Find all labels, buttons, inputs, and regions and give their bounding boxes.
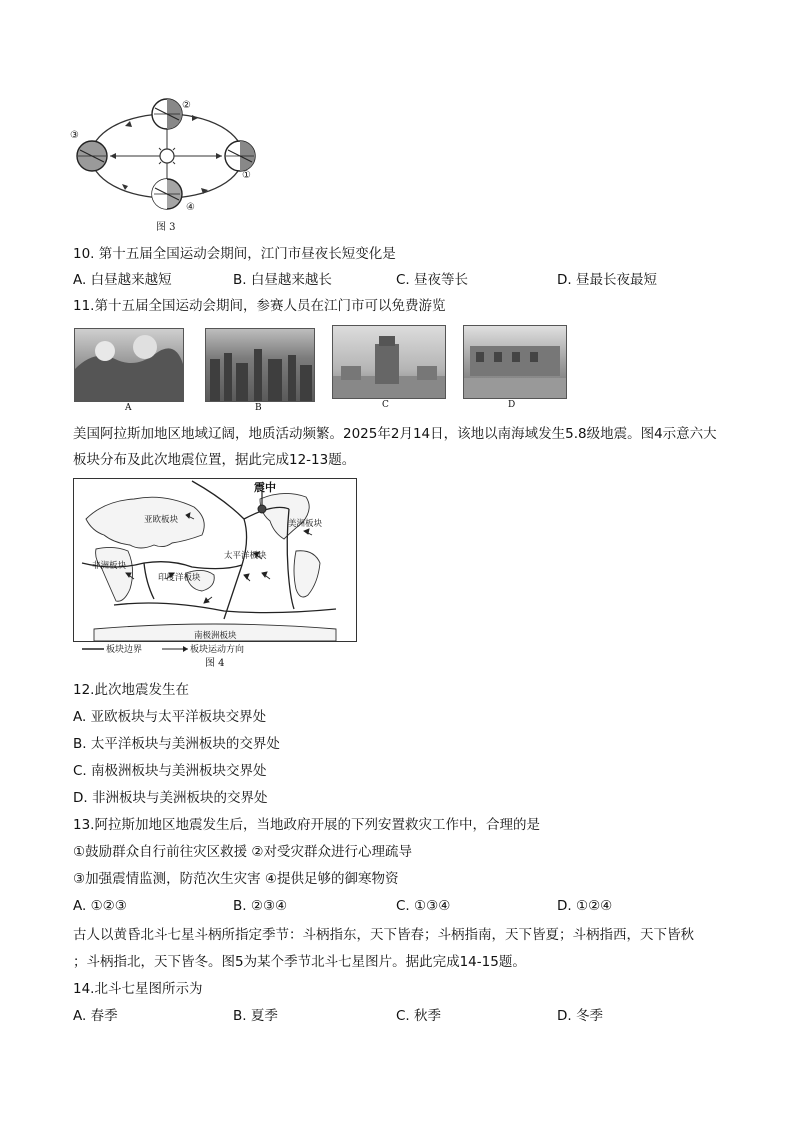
photo-label-b: B (255, 403, 262, 413)
q12-option-b[interactable]: B. 太平洋板块与美洲板块的交界处 (73, 736, 280, 752)
orbit-diagram (70, 92, 270, 222)
epicenter-label: 震中 (254, 481, 276, 494)
figure-4-legend (82, 642, 342, 656)
figure-3 (70, 92, 270, 222)
photo-b[interactable] (205, 328, 315, 402)
intro-12-13-line-1: 美国阿拉斯加地区地域辽阔，地质活动频繁。2025年2月14日，该地以南海域发生5.8级地震。图4示意六大 (73, 426, 717, 442)
legend-motion-label: 板块运动方向 (190, 645, 245, 655)
q14-option-c[interactable]: C. 秋季 (396, 1008, 442, 1024)
q13-option-b[interactable]: B. ②③④ (233, 898, 288, 914)
plate-label-indian: 印度洋板块 (158, 573, 201, 583)
position-label-3: ③ (70, 130, 79, 141)
q14-option-d[interactable]: D. 冬季 (557, 1008, 603, 1024)
question-10-stem: 10. 第十五届全国运动会期间，江门市昼夜长短变化是 (73, 246, 396, 262)
photo-d[interactable] (463, 325, 567, 399)
photo-label-a: A (125, 403, 132, 413)
question-12-stem: 12.此次地震发生在 (73, 682, 189, 698)
q13-option-c[interactable]: C. ①③④ (396, 898, 451, 914)
q12-option-d[interactable]: D. 非洲板块与美洲板块的交界处 (73, 790, 268, 806)
intro-12-13-line-2: 板块分布及此次地震位置，据此完成12-13题。 (73, 452, 356, 468)
q13-option-d[interactable]: D. ①②④ (557, 898, 613, 914)
position-label-4: ④ (186, 202, 195, 213)
intro-14-15-line-1: 古人以黄昏北斗七星斗柄所指定季节：斗柄指东，天下皆春；斗柄指南，天下皆夏；斗柄指西，天下皆秋 (73, 927, 694, 943)
plate-label-african: 非洲板块 (92, 561, 127, 571)
position-label-2: ② (182, 100, 191, 111)
q13-items-line-2: ③加强震情监测，防范次生灾害 ④提供足够的御寒物资 (73, 871, 399, 887)
legend-boundary-label: 板块边界 (106, 645, 143, 655)
q14-option-b[interactable]: B. 夏季 (233, 1008, 278, 1024)
q12-option-a[interactable]: A. 亚欧板块与太平洋板块交界处 (73, 709, 267, 725)
plate-label-antarctic: 南极洲板块 (194, 631, 237, 641)
figure-3-caption: 图 3 (156, 222, 176, 233)
plate-label-eurasian: 亚欧板块 (144, 515, 179, 525)
question-11-stem: 11.第十五届全国运动会期间，参赛人员在江门市可以免费游览 (73, 298, 446, 314)
figure-4-caption: 图 4 (205, 658, 225, 669)
earth-position-1 (225, 141, 255, 171)
q10-option-d[interactable]: D. 昼最长夜最短 (557, 272, 657, 288)
photo-label-d: D (508, 400, 516, 410)
question-13-stem: 13.阿拉斯加地区地震发生后，当地政府开展的下列安置救灾工作中，合理的是 (73, 817, 540, 833)
q12-option-c[interactable]: C. 南极洲板块与美洲板块交界处 (73, 763, 267, 779)
photo-a[interactable] (74, 328, 184, 402)
earth-position-3 (77, 141, 107, 171)
plate-label-american: 美洲板块 (288, 519, 323, 529)
photo-label-c: C (382, 400, 389, 410)
intro-14-15-line-2: ；斗柄指北，天下皆冬。图5为某个季节北斗七星图片。据此完成14-15题。 (73, 954, 526, 970)
q10-option-a[interactable]: A. 白昼越来越短 (73, 272, 172, 288)
q10-option-b[interactable]: B. 白昼越来越长 (233, 272, 332, 288)
earth-position-2 (152, 99, 182, 129)
question-14-stem: 14.北斗七星图所示为 (73, 981, 203, 997)
q10-option-c[interactable]: C. 昼夜等长 (396, 272, 469, 288)
earth-position-4 (152, 179, 182, 209)
photo-c[interactable] (332, 325, 446, 399)
q13-items-line-1: ①鼓励群众自行前往灾区救援 ②对受灾群众进行心理疏导 (73, 844, 412, 860)
figure-4-map (73, 478, 357, 642)
plate-label-pacific: 太平洋板块 (224, 551, 267, 561)
q14-option-a[interactable]: A. 春季 (73, 1008, 118, 1024)
position-label-1: ① (242, 170, 251, 181)
q13-option-a[interactable]: A. ①②③ (73, 898, 127, 914)
